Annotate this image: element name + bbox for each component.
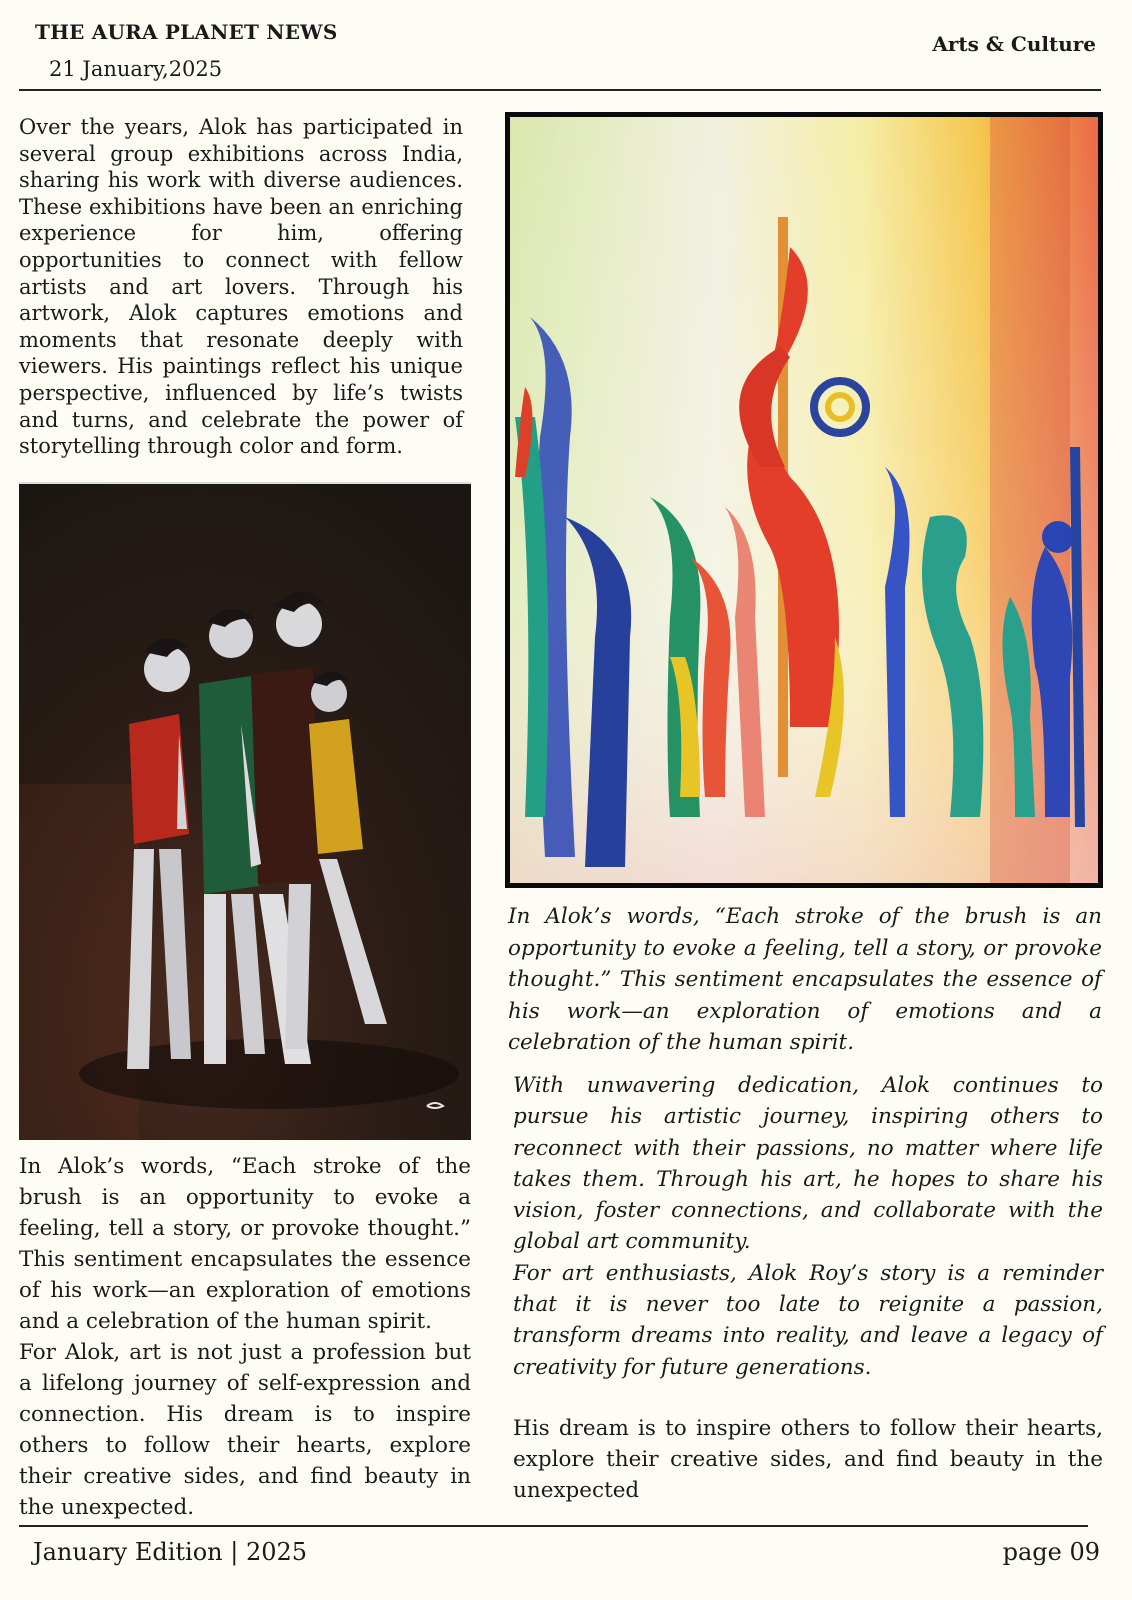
left-closing-paragraph: For Alok, art is not just a profession but a lifelong journey of self-expression and connection. His dream is to inspire others to follow their hearts, explore their creative sides, and find beauty in the unexpected. <box>19 1340 471 1520</box>
issue-date: 21 January,2025 <box>49 57 223 81</box>
publication-title: THE AURA PLANET NEWS <box>35 20 338 44</box>
section-label: Arts & Culture <box>932 32 1096 56</box>
edition-label: January Edition | 2025 <box>33 1538 308 1566</box>
article-intro-paragraph: Over the years, Alok has participated in several group exhibitions across India, sharing his work with diverse audiences. These exhibitions have been an enriching experience for him, offering opportunities to connect with fellow artists and art lovers. Through his artwork, Alok captures emotions and moments that resonate deeply with viewers. His paintings reflect his unique perspective, influenced by life’s twists and turns, and celebrate the power of storytelling through color and form. <box>19 115 463 459</box>
dedication-paragraph: With unwavering dedication, Alok continues to pursue his artistic journey, inspiring others to reconnect with their passions, no matter where life takes them. Through his art, he hopes to share his vision, foster connections, and collaborate with the global art community. <box>513 1073 1103 1255</box>
header-divider <box>19 89 1101 91</box>
right-quote-paragraph: In Alok’s words, “Each stroke of the brush is an opportunity to evoke a feeling, tell a story, or provoke thought.” This sentiment encapsulates the essence of his work—an exploration of emotions and a celebration of the human spirit. <box>508 904 1102 1055</box>
article-left-closing <box>19 1151 471 1523</box>
article-right-italic <box>513 1070 1103 1383</box>
footer-divider <box>19 1525 1088 1527</box>
enthusiasts-paragraph: For art enthusiasts, Alok Roy’s story is a reminder that it is never too late to reignite a passion, transform dreams into reality, and leave a legacy of creativity for future generations. <box>513 1260 1103 1380</box>
abstract-figures-painting <box>505 112 1103 888</box>
dream-paragraph: His dream is to inspire others to follow their hearts, explore their creative sides, and find beauty in the unexpected <box>513 1416 1103 1503</box>
left-quote-paragraph: In Alok’s words, “Each stroke of the brush is an opportunity to evoke a feeling, tell a story, or provoke thought.” This sentiment encapsulates the essence of his work—an exploration of emotions and a celebration of the human spirit. <box>19 1154 471 1334</box>
walking-figures-painting <box>19 482 471 1140</box>
page-number: page 09 <box>1002 1538 1100 1566</box>
